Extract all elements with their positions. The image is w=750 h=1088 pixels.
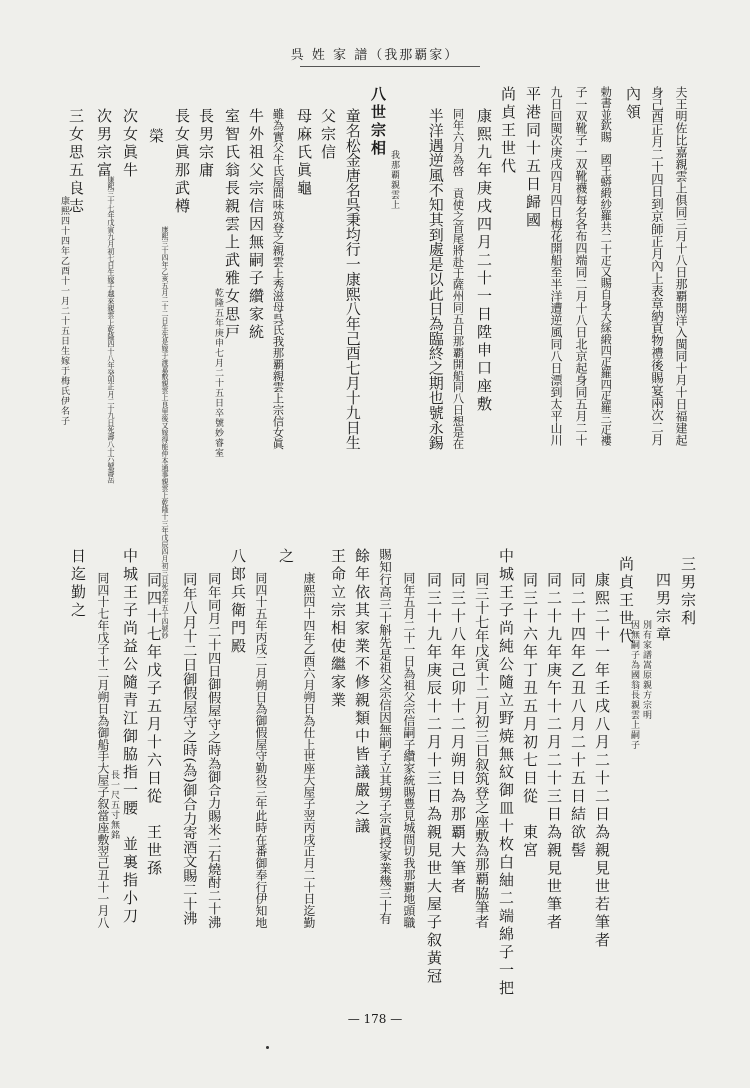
text-column: 同二十四年乙丑八月二十五日結欲髻 [569,572,587,860]
text-column: 長男宗庸 [197,108,215,180]
text-column: 長女眞那武樽 [173,108,191,216]
text-note: 康熙三十四年乙亥五月二十二日生先是嫁于渡嘉敷親雲上良里後又嫁得能仲本通事親雲上乾隆十三年戊辰四月初三日死享年五十四號妙 [161,226,169,639]
text-column: 四男宗章 [654,572,672,644]
text-column: 同四十七年戊子五月十六日從 王世孫 [145,572,163,878]
text-column: 平港同十五日歸國 [524,86,542,230]
text-note: 因無嗣子為國翁長親雲上嗣子 [629,620,639,750]
text-column: 中城王子尚純公隨立野焼無紋御皿十枚白紬二端綿子一把 [497,548,515,998]
text-column: 同四十五年丙戌二月朔日為御假屋守勤役三年此時在番御奉行伊知地 [253,572,268,929]
page-header [0,44,750,63]
text-column: 八郎兵衛門殿 [229,548,247,656]
text-column: 尚貞王世代 [499,86,517,176]
text-note: 康熙四十四年乙酉十一月二十五日生嫁于梅氏伊名子 [59,196,69,426]
text-column: 餘年依其家業不修親類中皆議嚴之議 [353,548,371,836]
text-column: 賜知行高三十斛先是祖父宗信因無嗣子立其甥子宗眞授家業幾三十有 [377,548,393,925]
text-column: 同三十八年己卯十二月朔日為那覇大筆者 [449,572,467,896]
text-column: 子一双靴子一双靴襪每名各布四端同二月十八日北京起身同五月二十 [574,86,588,446]
text-column: 九日回閩次庚戌四月四日梅花開船至半洋遭逆風同八日漂到太平山川 [549,86,563,446]
text-column: 同年五月二十一日為祖父宗信嗣子纘家統賜豊見城間切我那覇地頭職 [401,572,416,929]
text-column: 次女眞牛 [121,108,139,180]
text-column: 牛外祖父宗信因無嗣子纘家統 [247,108,265,342]
text-column: 母麻氏眞龜 [295,108,313,198]
text-column: 同三十六年丁丑五月初七日從 東宮 [521,572,539,860]
text-column: 身己酉正月二十四日到京師正月內上表章納貢物禮後賜宴兩次二月 [649,86,665,446]
text-note: 康熙三十七年戊寅九月初七日生嫁于越來親雲上乾隆四十八年癸卯正月二十九日死壽八十六號壽岳 [107,176,116,484]
text-column: 同三十九年庚辰十二月十三日為親見世大屋子叙黃冠 [425,572,443,986]
text-column: 父宗信 [319,108,337,162]
text-column: 榮 [147,128,165,146]
text-column: 室智氏翁長親雲上武雅女思戸 [223,108,241,342]
ink-spot [266,1046,269,1049]
text-column: 康熙二十一年壬戌八月二十二日為親見世若筆者 [593,572,611,950]
text-column: 內領 [624,86,642,122]
generation-heading: 八世宗相 [369,86,387,158]
text-note: 別有家譜嵩原親方宗明 [641,620,651,720]
text-column: 康熙九年庚戌四月二十一日陞申口座敷 [475,108,493,414]
text-column: 康熙四十四年乙酉六月朔日為仕上世座大屋子翌丙戌正月二十日迄勤 [301,572,316,929]
text-column: 三男宗利 [679,556,697,628]
text-column: 同年同月二十四日御假屋守之時為御合力賜米二石燒酎二十沸 [205,572,221,929]
header-rule [300,66,480,67]
text-column: 王命立宗相使繼家業 [329,548,347,710]
text-note: 長一尺五寸無銘 [109,770,119,840]
text-column: 同年八月十二日御假屋守之時(為)御合力寄酒文賜二十沸 [181,572,198,926]
text-note: 我那覇親雲上 [389,150,399,210]
text-column: 三女思五良志 [67,108,85,216]
text-column: 童名松金唐名呉秉均行一康熙八年己酉七月十九日生 [343,108,362,450]
text-column: 同四十七年戊子十二月朔日為御船手大屋子叙當座敷翌己丑十一月八 [95,572,110,929]
text-note: 乾隆五年庚申七月二十五日卒號妙睿室 [213,288,223,458]
text-column: 之 [277,548,295,566]
page-number: — 178 — [347,1012,403,1026]
text-column: 夫王明佐比嘉親雲上俱同三月十八日那覇開洋入閩同十月十日福建起 [674,86,688,446]
header-title: 呉 姓 家 譜（我那覇家） [290,48,460,63]
text-column: 勅書並欽賜 國王蟒緞紗羅共二十疋又賜自身大綵緞四疋羅四疋羅三疋褸 [599,86,613,446]
text-column: 同三十七年戊寅十二月初三日叙筑登之座敷為那覇脇筆者 [473,572,490,929]
text-column: 同二十九年庚午十二月二十三日為親見世筆者 [545,572,563,932]
text-column: 半洋遇逆風不知其到處是以此日為臨終之期也號永錫 [426,108,445,450]
text-column: 次男宗富 [95,108,113,180]
text-column: 雖為實父牛氏屋間味筑登之親雲上秀滋母呉氏我那覇親雲上宗信女眞 [271,108,286,450]
text-column: 尚貞王世代 [617,556,635,646]
text-column: 日迄勤之 [69,548,87,620]
text-column: 中城王子尚益公隨青江御脇指一腰 並裏指小刀 [121,548,139,926]
text-column: 同年六月為啓 貢使之首尾將赴于薩州同五日那覇開船同八日想是在 [451,108,466,450]
